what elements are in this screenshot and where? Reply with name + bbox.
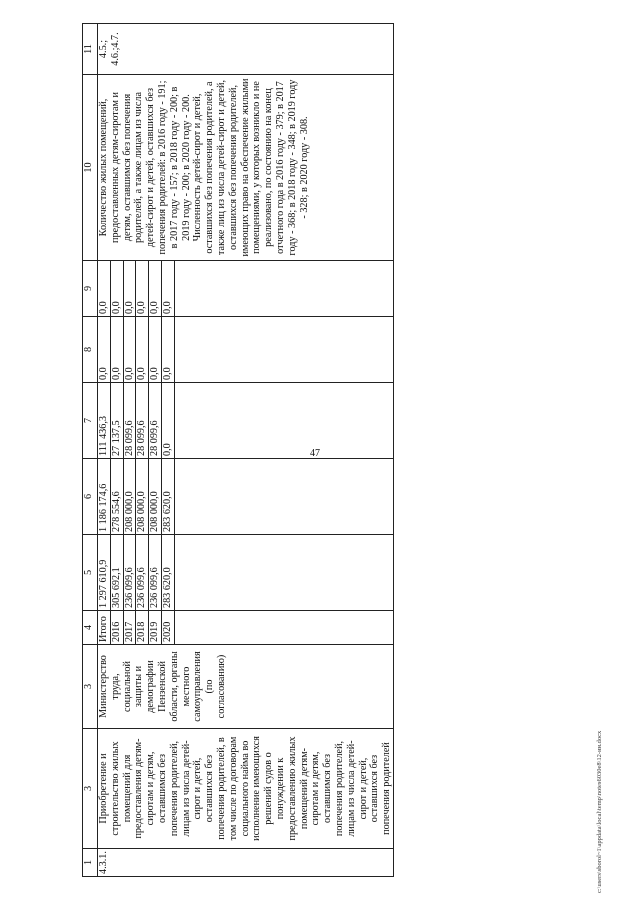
header-cell: 7	[83, 383, 98, 459]
year-cell: 2019	[149, 611, 162, 645]
header-cell: 4	[83, 611, 98, 645]
value-cell: 0,0	[161, 317, 174, 383]
header-row	[83, 24, 98, 877]
item-number: 4.3.1.	[98, 849, 394, 877]
value-cell: 283 620,0	[161, 459, 174, 535]
value-cell: 1 186 174,6	[98, 459, 111, 535]
value-cell: 0,0	[161, 383, 174, 459]
task-name: Приобретение и строительство жилых помещений для предоставления детям-сиротам и детям, оставшимся без попечения родителей, лицам из числа детей-сирот и детей, оставшихся без попечения родителей, в том числе по договорам социального найма во исполнение имеющихся решений судов о понуждении к предоставлению жилых помещений детям-сиротам и детям, оставшимся без попечения родителей, лицам из числа детей-сирот и детей, оставшихся без попечения родителей	[98, 729, 394, 849]
page-number: 47	[310, 448, 320, 459]
value-cell: 111 436,3	[98, 383, 111, 459]
value-cell: 236 099,6	[136, 535, 149, 611]
empty-cell	[174, 459, 393, 535]
value-cell: 208 000,0	[123, 459, 136, 535]
value-cell: 0,0	[98, 261, 111, 317]
value-cell: 278 554,6	[110, 459, 123, 535]
header-cell: 3	[83, 645, 98, 729]
header-cell: 1	[83, 849, 98, 877]
value-cell: 305 692,1	[110, 535, 123, 611]
value-cell: 236 099,6	[123, 535, 136, 611]
year-cell: 2017	[123, 611, 136, 645]
empty-cell	[174, 261, 393, 317]
reference: 4.5.; 4.6.;4.7.	[98, 24, 394, 75]
header-cell: 8	[83, 317, 98, 383]
value-cell: 0,0	[110, 317, 123, 383]
header-cell: 3	[83, 729, 98, 849]
header-cell: 5	[83, 535, 98, 611]
year-cell: 2018	[136, 611, 149, 645]
empty-cell	[174, 383, 393, 459]
value-cell: 0,0	[149, 261, 162, 317]
value-cell: 28 099,6	[123, 383, 136, 459]
year-cell: Итого	[98, 611, 111, 645]
rotated-table-container	[82, 24, 612, 877]
empty-cell	[174, 317, 393, 383]
header-cell: 11	[83, 24, 98, 75]
value-cell: 0,0	[123, 261, 136, 317]
header-cell: 9	[83, 261, 98, 317]
value-cell: 28 099,6	[136, 383, 149, 459]
header-cell: 6	[83, 459, 98, 535]
program-activities-table	[82, 23, 394, 877]
value-cell: 208 000,0	[136, 459, 149, 535]
value-cell: 0,0	[123, 317, 136, 383]
value-cell: 0,0	[136, 317, 149, 383]
value-cell: 208 000,0	[149, 459, 162, 535]
empty-cell	[174, 611, 393, 645]
executor: Министерство труда, социальной защиты и демографии Пензенской области, органы местного самоуправления (по согласованию)	[98, 645, 394, 729]
value-cell: 283 620,0	[161, 535, 174, 611]
value-cell: 236 099,6	[149, 535, 162, 611]
value-cell: 0,0	[161, 261, 174, 317]
year-cell: 2020	[161, 611, 174, 645]
value-cell: 0,0	[110, 261, 123, 317]
empty-cell	[174, 535, 393, 611]
table-row	[98, 24, 111, 877]
year-cell: 2016	[110, 611, 123, 645]
value-cell: 0,0	[149, 317, 162, 383]
value-cell: 28 099,6	[149, 383, 162, 459]
value-cell: 0,0	[98, 317, 111, 383]
indicators: Количество жилых помещений, предоставленных детям-сиротам и детям, оставшимся без попечения родителей, а также лицам из числа детей-сирот и детей, оставшихся без попечения родителей: в 2016 году - 191; в 2017 году - 157; в 2018 году - 200; в 2019 году - 200; в 2020 году - 200. Численность детей-сирот и детей, оставшихся без попечения родителей, а также лиц из числа детей-сирот и детей, оставшихся без попечения родителей, имеющих право на обеспечение жилыми помещениями, у которых возникло и не реализовано, по состоянию на конец отчетного года в 2016 году - 379; в 2017 году - 368; в 2018 году - 348; в 2019 году - 328; в 2020 году - 308.	[98, 75, 394, 261]
header-cell: 10	[83, 75, 98, 261]
value-cell: 1 297 610,9	[98, 535, 111, 611]
value-cell: 0,0	[136, 261, 149, 317]
footer-file-path: c:\users\sborol~1\appdata\local\temp\notes6030e8\12-ин.docx	[596, 730, 603, 893]
value-cell: 27 137,5	[110, 383, 123, 459]
